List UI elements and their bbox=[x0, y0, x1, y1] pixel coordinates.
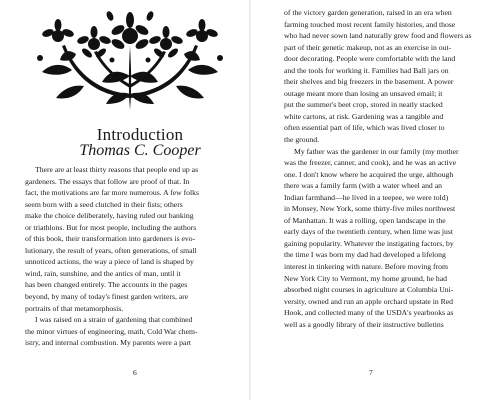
text-line: white cartons, at risk. Gardening was a tangible and bbox=[284, 111, 444, 121]
floral-ornament-icon bbox=[32, 6, 228, 116]
page-number-right: 7 bbox=[369, 368, 373, 377]
text-line: their shelves and big freezers in the basement. A power bbox=[284, 77, 454, 87]
text-line: interest in tinkering with nature. Before moving from bbox=[284, 262, 448, 272]
text-line: unnoticed actions, the way a piece of land is shaped by bbox=[25, 257, 194, 267]
text-line: absorbed night courses in agriculture at Columbia Uni- bbox=[284, 285, 454, 295]
text-line: make the choice deliberately, having ruled out banking bbox=[25, 211, 194, 221]
text-line: Hook, and collected many of the USDA's yearbooks as bbox=[284, 308, 454, 318]
text-line: seem born with a seed clutched in their fists; others bbox=[25, 199, 183, 209]
left-body-text bbox=[25, 164, 235, 349]
text-line: farming touched most recent family histories, and those bbox=[284, 19, 456, 29]
text-line: door decorating. People were comfortable with the land bbox=[284, 54, 456, 64]
text-line: gaining popularity. Whatever the instigating factors, by bbox=[284, 238, 454, 248]
text-line: there was a family farm (with a water wheel and an bbox=[284, 181, 442, 191]
chapter-author: Thomas C. Cooper bbox=[79, 142, 201, 159]
text-line: beyond, by many of today's finest garden writers, are bbox=[25, 292, 189, 302]
text-line: who had never sown land naturally grew food and flowers as bbox=[284, 31, 472, 41]
text-line: part of their genetic makeup, not as an exercise in out- bbox=[284, 42, 452, 52]
text-line: versity, owned and run an apple orchard upstate in Red bbox=[284, 296, 454, 306]
text-line: put the summer's beet crop, stored in neatly stacked bbox=[284, 100, 443, 110]
text-line: There are at least thirty reasons that people end up as bbox=[35, 165, 199, 174]
text-line: or triathlons. But for most people, including the authors bbox=[25, 222, 197, 232]
text-line: the ground. bbox=[284, 135, 320, 145]
right-page bbox=[251, 0, 500, 400]
text-line: and the tools for working it. Families had Ball jars on bbox=[284, 65, 449, 75]
text-line: outage meant more than losing an unsaved email; it bbox=[284, 88, 443, 98]
text-line: Indian farmhand—he lived in a teepee, we were told) bbox=[284, 192, 449, 202]
text-line: of this book, their transformation into gardeners is evo- bbox=[25, 234, 196, 244]
text-line: of Manhattan. It was a rolling, open landscape in the bbox=[284, 215, 446, 225]
text-line: gardeners. The essays that follow are proof of that. In bbox=[25, 176, 190, 186]
text-line: early days of the twentieth century, when lime was just bbox=[284, 227, 454, 237]
text-line: lutionary, the result of years, often generations, of small bbox=[25, 245, 197, 255]
page-number-left: 6 bbox=[133, 368, 137, 377]
left-page bbox=[0, 0, 249, 400]
right-body-text bbox=[284, 7, 496, 330]
text-line: was the freezer, canner, and cook), and he was an active bbox=[284, 158, 457, 168]
text-line: fact, the motivations are far more numerous. A few folks bbox=[25, 188, 199, 198]
text-line: New York City to Vermont, my home ground, he had bbox=[284, 273, 447, 283]
chapter-title: Introduction bbox=[96, 125, 184, 144]
text-line: wind, rain, sunshine, and the antics of man, until it bbox=[25, 268, 181, 278]
text-line: has been changed entirely. The accounts in the pages bbox=[25, 280, 188, 290]
text-line: the time I was born my dad had developed a lifelong bbox=[284, 250, 446, 260]
text-line: the minor virtues of engineering, math, Cold War chem- bbox=[25, 326, 198, 336]
text-line: in Monsey, New York, some thirty-five miles northwest bbox=[284, 204, 456, 214]
text-line: istry, and internal combustion. My parents were a part bbox=[25, 338, 192, 348]
text-line: I was raised on a strain of gardening that combined bbox=[35, 315, 193, 325]
text-line: portraits of that metamorphosis. bbox=[25, 303, 124, 313]
text-line: My father was the gardener in our family (my mother bbox=[294, 146, 459, 156]
text-line: often essential part of life, which was lived closer to bbox=[284, 123, 445, 133]
text-line: one. I don't know where he acquired the urge, although bbox=[284, 169, 454, 179]
text-line: well as a goodly library of their instructive bulletins bbox=[284, 319, 444, 329]
text-line: of the victory garden generation, raised in an era when bbox=[284, 8, 452, 17]
